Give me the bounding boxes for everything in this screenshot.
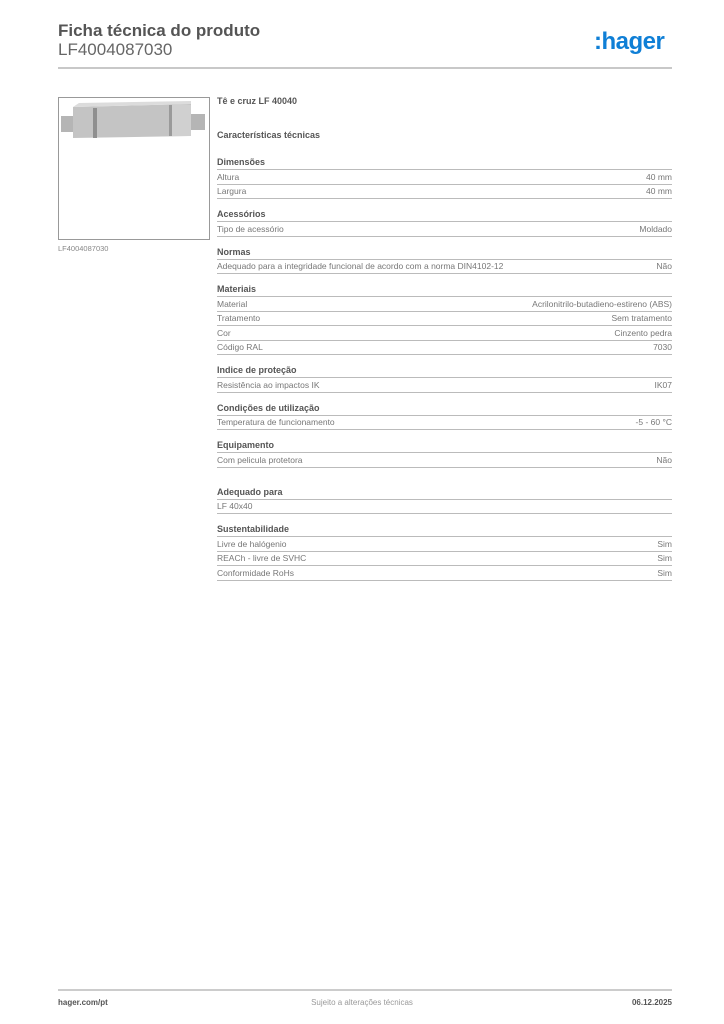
spec-label: Material <box>217 298 248 309</box>
spec-label: Cor <box>217 327 231 338</box>
spec-row <box>217 326 672 341</box>
spec-groups <box>217 156 672 581</box>
spec-value: Sim <box>657 567 672 578</box>
spec-row <box>217 312 672 327</box>
spec-value: 40 mm <box>646 171 672 182</box>
spec-value: Acrilonitrilo-butadieno-estireno (ABS) <box>532 298 672 309</box>
spec-value: -5 - 60 °C <box>635 417 672 427</box>
spec-row <box>217 185 672 200</box>
header-divider <box>58 67 672 69</box>
section-title: Características técnicas <box>217 130 321 140</box>
spec-value: Cinzento pedra <box>614 327 672 338</box>
spec-group <box>217 486 672 515</box>
spec-group-title: Indice de proteção <box>217 364 672 378</box>
spec-label: Largura <box>217 186 247 196</box>
spec-group-title: Adequado para <box>217 486 672 500</box>
page-title: Ficha técnica do produto <box>58 21 261 40</box>
spec-value: Sem tratamento <box>611 313 672 323</box>
spec-group <box>217 402 672 431</box>
spec-row <box>217 537 672 552</box>
spec-value: Não <box>656 261 672 271</box>
spec-row <box>217 260 672 275</box>
hager-logo: :hager <box>594 28 665 55</box>
spec-group <box>217 523 672 581</box>
footer-website-link[interactable]: hager.com/pt <box>58 998 108 1007</box>
spec-row <box>217 500 672 515</box>
spec-value: Sim <box>657 553 672 563</box>
tee-cross-trunking-icon <box>59 98 209 239</box>
product-name: Tê e cruz LF 40040 <box>217 96 298 106</box>
spec-label: Tratamento <box>217 313 261 323</box>
spec-group-title: Equipamento <box>217 439 672 453</box>
spec-group-title: Condições de utilização <box>217 402 672 416</box>
spec-label: Temperatura de funcionamento <box>217 417 335 427</box>
spec-row <box>217 297 672 312</box>
spec-label: Altura <box>217 171 240 182</box>
spec-group-title: Sustentabilidade <box>217 523 672 537</box>
image-caption: LF4004087030 <box>58 244 109 253</box>
spec-group <box>217 208 672 237</box>
spec-row <box>217 552 672 567</box>
spec-row <box>217 378 672 393</box>
spec-value: 7030 <box>653 342 672 352</box>
spec-label: Conformidade RoHs <box>217 567 295 578</box>
footer-disclaimer: Sujeito a alterações técnicas <box>311 998 413 1007</box>
product-image <box>58 97 210 240</box>
spec-group-title: Dimensões <box>217 156 672 170</box>
spec-label: LF 40x40 <box>217 501 253 511</box>
spec-value: Moldado <box>639 223 672 234</box>
spec-row <box>217 222 672 237</box>
spec-label: Resistência ao impactos IK <box>217 379 320 390</box>
specs-content <box>217 96 672 590</box>
spec-label: Com pelicula protetora <box>217 454 303 465</box>
product-code: LF4004087030 <box>58 40 173 59</box>
spec-row <box>217 341 672 356</box>
spec-row <box>217 416 672 431</box>
group-spacer <box>217 477 672 486</box>
spec-value: 40 mm <box>646 186 672 196</box>
spec-value: IK07 <box>654 379 672 390</box>
spec-group <box>217 156 672 199</box>
spec-label: REACh - livre de SVHC <box>217 553 307 563</box>
spec-label: Adequado para a integridade funcional de acordo com a norma DIN4102-12 <box>217 261 504 271</box>
spec-row <box>217 453 672 468</box>
spec-label: Livre de halógenio <box>217 538 287 549</box>
spec-group <box>217 439 672 468</box>
spec-group-title: Normas <box>217 246 672 260</box>
footer-date: 06.12.2025 <box>631 998 672 1007</box>
spec-group <box>217 283 672 355</box>
spec-row <box>217 170 672 185</box>
spec-group-title: Materiais <box>217 283 672 297</box>
footer-divider <box>58 989 672 991</box>
spec-group <box>217 364 672 393</box>
spec-value: Sim <box>657 538 672 549</box>
spec-label: Código RAL <box>217 342 263 352</box>
spec-value: Não <box>656 454 672 465</box>
spec-row <box>217 566 672 581</box>
spec-group-title: Acessórios <box>217 208 672 222</box>
spec-label: Tipo de acessório <box>217 223 284 234</box>
spec-group <box>217 246 672 275</box>
